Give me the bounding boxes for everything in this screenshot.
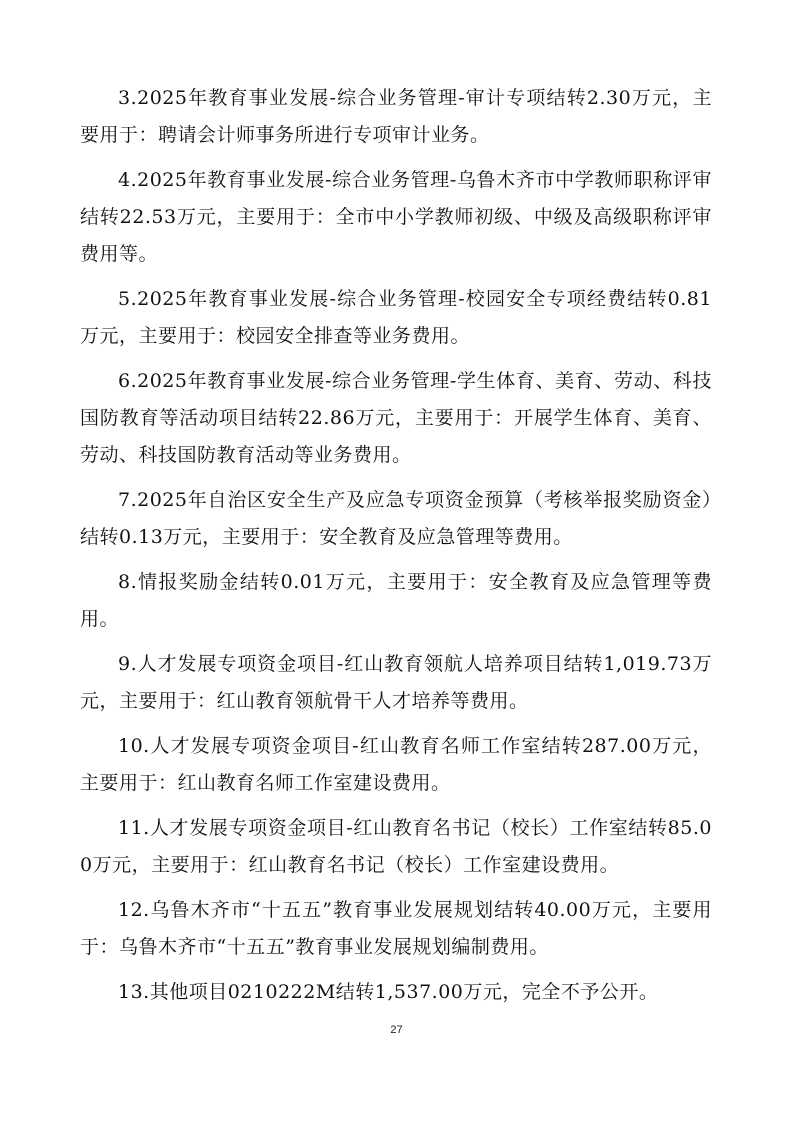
paragraph-item-9: 9.人才发展专项资金项目-红山教育领航人培养项目结转1,019.73万元，主要用于：红山教育领航骨干人才培养等费用。 [80, 653, 712, 712]
paragraph-item-13: 13.其他项目0210222M结转1,537.00万元，完全不予公开。 [118, 981, 659, 1003]
paragraph-item-11: 11.人才发展专项资金项目-红山教育名书记（校长）工作室结转85.00万元，主要用于：红山教育名书记（校长）工作室建设费用。 [80, 817, 712, 876]
paragraph-item-5: 5.2025年教育事业发展-综合业务管理-校园安全专项经费结转0.81万元，主要用于：校园安全排查等业务费用。 [80, 288, 712, 347]
page-number: 27 [390, 1024, 403, 1036]
paragraph-item-12: 12.乌鲁木齐市“十五五”教育事业发展规划结转40.00万元，主要用于：乌鲁木齐市“十五五”教育事业发展规划编制费用。 [80, 899, 712, 958]
paragraph-item-4: 4.2025年教育事业发展-综合业务管理-乌鲁木齐市中学教师职称评审结转22.53万元，主要用于：全市中小学教师初级、中级及高级职称评审费用等。 [80, 169, 712, 265]
paragraph-item-10: 10.人才发展专项资金项目-红山教育名师工作室结转287.00万元，主要用于：红山教育名师工作室建设费用。 [80, 735, 712, 794]
paragraph-item-6: 6.2025年教育事业发展-综合业务管理-学生体育、美育、劳动、科技国防教育等活动项目结转22.86万元，主要用于：开展学生体育、美育、劳动、科技国防教育活动等业务费用。 [80, 370, 712, 466]
paragraph-item-3: 3.2025年教育事业发展-综合业务管理-审计专项结转2.30万元，主要用于：聘请会计师事务所进行专项审计业务。 [80, 87, 712, 146]
paragraph-item-7: 7.2025年自治区安全生产及应急专项资金预算（考核举报奖励资金）结转0.13万元，主要用于：安全教育及应急管理等费用。 [80, 489, 712, 548]
document-body [80, 80, 712, 1019]
paragraph-item-8: 8.情报奖励金结转0.01万元，主要用于：安全教育及应急管理等费用。 [80, 571, 712, 630]
